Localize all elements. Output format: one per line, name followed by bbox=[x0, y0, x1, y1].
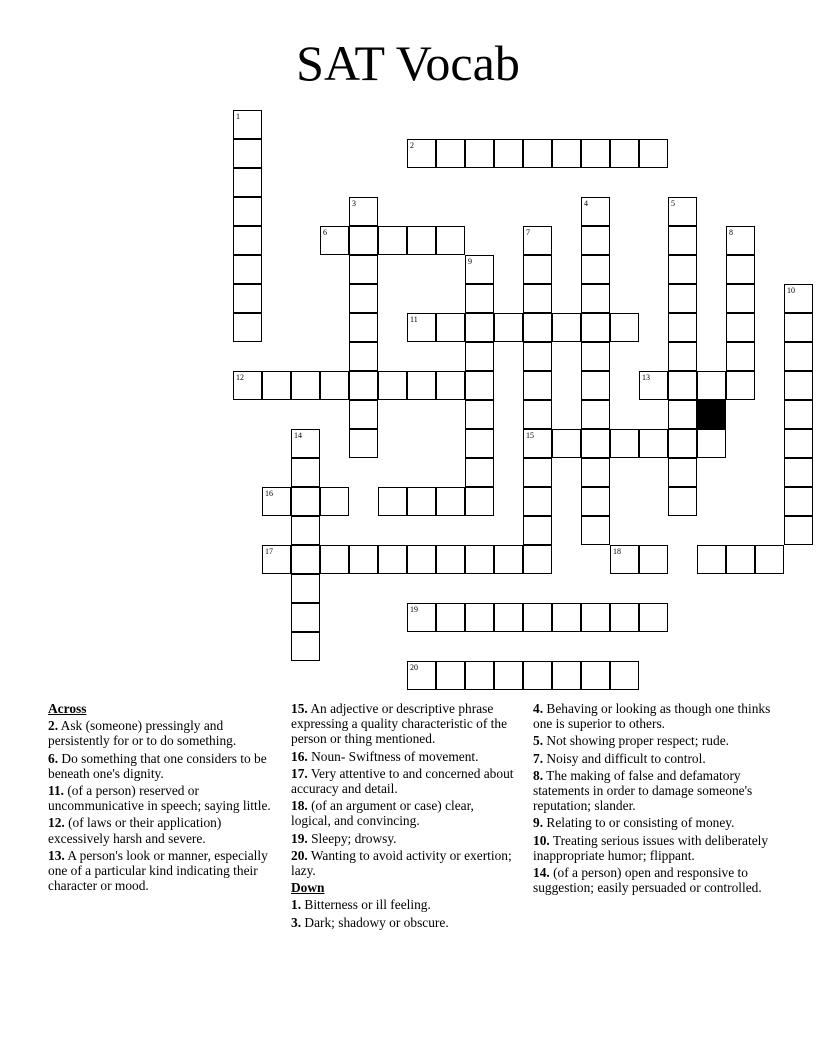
grid-cell[interactable] bbox=[784, 284, 813, 313]
clue-number: 14. bbox=[533, 865, 550, 881]
grid-cell[interactable] bbox=[610, 139, 639, 168]
grid-cell[interactable] bbox=[349, 226, 378, 255]
clue bbox=[291, 798, 516, 828]
cell-number: 8 bbox=[729, 228, 733, 237]
cell-number: 2 bbox=[410, 141, 414, 150]
clue bbox=[291, 831, 516, 846]
clue-text: The making of false and defamatory statements in order to damage someone's reputation; slander. bbox=[533, 767, 753, 814]
grid-cell[interactable] bbox=[465, 661, 494, 690]
grid-cell[interactable] bbox=[639, 429, 668, 458]
clue-number: 20. bbox=[291, 847, 308, 863]
clue bbox=[48, 783, 273, 813]
grid-cell[interactable] bbox=[233, 313, 262, 342]
clue-column-1 bbox=[48, 701, 273, 895]
clue-text: Treating serious issues with deliberately inappropriate humor; flippant. bbox=[533, 832, 769, 863]
clue-text: Dark; shadowy or obscure. bbox=[301, 914, 449, 930]
grid-cell[interactable] bbox=[436, 226, 465, 255]
cell-number: 17 bbox=[265, 547, 273, 556]
grid-cell[interactable] bbox=[581, 284, 610, 313]
grid-cell[interactable] bbox=[436, 139, 465, 168]
grid-cell[interactable] bbox=[581, 371, 610, 400]
grid-cell[interactable] bbox=[784, 342, 813, 371]
clue-text: Not showing proper respect; rude. bbox=[543, 733, 729, 749]
clue-number: 3. bbox=[291, 914, 302, 930]
clue-number: 6. bbox=[48, 750, 59, 766]
cell-number: 3 bbox=[352, 199, 356, 208]
grid-cell[interactable] bbox=[407, 226, 436, 255]
grid-cell[interactable] bbox=[581, 458, 610, 487]
grid-cell[interactable] bbox=[523, 255, 552, 284]
grid-cell[interactable] bbox=[523, 342, 552, 371]
grid-cell[interactable] bbox=[436, 371, 465, 400]
grid-cell[interactable] bbox=[291, 487, 320, 516]
grid-cell[interactable] bbox=[465, 487, 494, 516]
clue-text: Do something that one considers to be beneath one's dignity. bbox=[48, 750, 267, 781]
grid-block bbox=[697, 400, 726, 429]
clue-number: 1. bbox=[291, 897, 302, 913]
grid-cell[interactable] bbox=[494, 661, 523, 690]
clue-column-2 bbox=[291, 701, 516, 932]
grid-cell[interactable] bbox=[349, 313, 378, 342]
cell-number: 10 bbox=[787, 286, 795, 295]
clue bbox=[291, 701, 516, 747]
grid-cell[interactable] bbox=[784, 458, 813, 487]
cell-number: 15 bbox=[526, 431, 534, 440]
grid-cell[interactable] bbox=[581, 226, 610, 255]
clue bbox=[291, 897, 516, 912]
across-clue-list-continued bbox=[291, 701, 516, 878]
cell-number: 9 bbox=[468, 257, 472, 266]
clue-number: 12. bbox=[48, 815, 65, 831]
grid-cell[interactable] bbox=[639, 139, 668, 168]
grid-cell[interactable] bbox=[668, 313, 697, 342]
clue bbox=[291, 766, 516, 796]
grid-cell[interactable] bbox=[755, 545, 784, 574]
grid-cell[interactable] bbox=[349, 371, 378, 400]
clue-number: 7. bbox=[533, 750, 544, 766]
grid-cell[interactable] bbox=[523, 371, 552, 400]
grid-cell[interactable] bbox=[668, 400, 697, 429]
grid-cell[interactable] bbox=[610, 429, 639, 458]
grid-cell[interactable] bbox=[726, 371, 755, 400]
grid-cell[interactable] bbox=[581, 342, 610, 371]
grid-cell[interactable] bbox=[668, 226, 697, 255]
clue bbox=[48, 751, 273, 781]
grid-cell[interactable] bbox=[407, 139, 436, 168]
clue-text: A person's look or manner, especially one of a particular kind indicating their character or mood. bbox=[48, 847, 268, 894]
clue-number: 11. bbox=[48, 783, 64, 799]
grid-cell[interactable] bbox=[668, 342, 697, 371]
clue bbox=[533, 768, 773, 814]
grid-cell[interactable] bbox=[465, 342, 494, 371]
grid-cell[interactable] bbox=[784, 429, 813, 458]
grid-cell[interactable] bbox=[407, 371, 436, 400]
grid-cell[interactable] bbox=[784, 400, 813, 429]
clue-number: 17. bbox=[291, 765, 308, 781]
grid-cell[interactable] bbox=[581, 429, 610, 458]
clue bbox=[291, 749, 516, 764]
grid-cell[interactable] bbox=[581, 603, 610, 632]
cell-number: 4 bbox=[584, 199, 588, 208]
grid-cell[interactable] bbox=[523, 226, 552, 255]
clue-number: 18. bbox=[291, 798, 308, 814]
clue bbox=[533, 733, 773, 748]
cell-number: 19 bbox=[410, 605, 418, 614]
grid-cell[interactable] bbox=[668, 255, 697, 284]
grid-cell[interactable] bbox=[465, 603, 494, 632]
clue-number: 8. bbox=[533, 767, 544, 783]
grid-cell[interactable] bbox=[668, 284, 697, 313]
grid-cell[interactable] bbox=[407, 313, 436, 342]
grid-cell[interactable] bbox=[233, 197, 262, 226]
grid-cell[interactable] bbox=[465, 458, 494, 487]
grid-cell[interactable] bbox=[668, 429, 697, 458]
clue bbox=[533, 751, 773, 766]
grid-cell[interactable] bbox=[726, 284, 755, 313]
grid-cell[interactable] bbox=[581, 313, 610, 342]
clue-number: 10. bbox=[533, 832, 550, 848]
grid-cell[interactable] bbox=[581, 516, 610, 545]
clue-number: 15. bbox=[291, 701, 308, 716]
cell-number: 11 bbox=[410, 315, 418, 324]
grid-cell[interactable] bbox=[552, 139, 581, 168]
grid-cell[interactable] bbox=[697, 371, 726, 400]
grid-cell[interactable] bbox=[610, 661, 639, 690]
grid-cell[interactable] bbox=[523, 429, 552, 458]
grid-cell[interactable] bbox=[581, 661, 610, 690]
clue-number: 4. bbox=[533, 701, 544, 716]
clue-number: 19. bbox=[291, 830, 308, 846]
grid-cell[interactable] bbox=[233, 139, 262, 168]
clue-number: 9. bbox=[533, 815, 544, 831]
grid-cell[interactable] bbox=[726, 313, 755, 342]
grid-cell[interactable] bbox=[610, 545, 639, 574]
grid-cell[interactable] bbox=[639, 603, 668, 632]
grid-cell[interactable] bbox=[581, 400, 610, 429]
grid-cell[interactable] bbox=[233, 168, 262, 197]
grid-cell[interactable] bbox=[523, 487, 552, 516]
grid-cell[interactable] bbox=[552, 603, 581, 632]
grid-cell[interactable] bbox=[465, 371, 494, 400]
grid-cell[interactable] bbox=[320, 545, 349, 574]
grid-cell[interactable] bbox=[407, 661, 436, 690]
grid-cell[interactable] bbox=[552, 313, 581, 342]
grid-cell[interactable] bbox=[262, 487, 291, 516]
grid-cell[interactable] bbox=[523, 516, 552, 545]
cell-number: 5 bbox=[671, 199, 675, 208]
clue bbox=[48, 718, 273, 748]
cell-number: 6 bbox=[323, 228, 327, 237]
grid-cell[interactable] bbox=[494, 139, 523, 168]
grid-cell[interactable] bbox=[726, 342, 755, 371]
grid-cell[interactable] bbox=[349, 545, 378, 574]
grid-cell[interactable] bbox=[349, 429, 378, 458]
grid-cell[interactable] bbox=[349, 284, 378, 313]
grid-cell[interactable] bbox=[465, 284, 494, 313]
page-title: SAT Vocab bbox=[296, 35, 520, 91]
clue-text: Noisy and difficult to control. bbox=[543, 750, 706, 766]
clue-text: Sleepy; drowsy. bbox=[307, 830, 397, 846]
grid-cell[interactable] bbox=[378, 371, 407, 400]
grid-cell[interactable] bbox=[697, 545, 726, 574]
grid-cell[interactable] bbox=[639, 371, 668, 400]
grid-cell[interactable] bbox=[436, 313, 465, 342]
grid-cell[interactable] bbox=[291, 545, 320, 574]
clue-text: (of laws or their application) excessively harsh and severe. bbox=[48, 815, 222, 846]
clue-text: (of an argument or case) clear, logical, and convincing. bbox=[291, 798, 474, 829]
grid-cell[interactable] bbox=[378, 226, 407, 255]
grid-cell[interactable] bbox=[233, 110, 262, 139]
grid-cell[interactable] bbox=[523, 661, 552, 690]
clue bbox=[291, 848, 516, 878]
cell-number: 7 bbox=[526, 228, 530, 237]
grid-cell[interactable] bbox=[465, 255, 494, 284]
grid-cell[interactable] bbox=[668, 197, 697, 226]
grid-cell[interactable] bbox=[233, 371, 262, 400]
clue bbox=[291, 915, 516, 930]
grid-cell[interactable] bbox=[494, 603, 523, 632]
down-clue-list-continued bbox=[533, 701, 773, 895]
grid-cell[interactable] bbox=[465, 429, 494, 458]
down-clue-list bbox=[291, 897, 516, 929]
cell-number: 14 bbox=[294, 431, 302, 440]
grid-cell[interactable] bbox=[349, 255, 378, 284]
grid-cell[interactable] bbox=[639, 545, 668, 574]
grid-cell[interactable] bbox=[436, 487, 465, 516]
across-heading: Across bbox=[48, 701, 87, 716]
cell-number: 1 bbox=[236, 112, 240, 121]
clue-number: 5. bbox=[533, 733, 544, 749]
grid-cell[interactable] bbox=[291, 603, 320, 632]
grid-cell[interactable] bbox=[436, 545, 465, 574]
clue bbox=[533, 865, 773, 895]
grid-cell[interactable] bbox=[494, 545, 523, 574]
grid-cell[interactable] bbox=[465, 139, 494, 168]
grid-cell[interactable] bbox=[523, 284, 552, 313]
grid-cell[interactable] bbox=[523, 545, 552, 574]
grid-cell[interactable] bbox=[581, 487, 610, 516]
grid-cell[interactable] bbox=[668, 371, 697, 400]
grid-cell[interactable] bbox=[784, 371, 813, 400]
clue-text: An adjective or descriptive phrase expressing a quality characteristic of the person or thing mentioned. bbox=[291, 701, 508, 747]
grid-cell[interactable] bbox=[349, 342, 378, 371]
clue-text: Bitterness or ill feeling. bbox=[301, 897, 431, 913]
grid-cell[interactable] bbox=[378, 545, 407, 574]
grid-cell[interactable] bbox=[291, 516, 320, 545]
grid-cell[interactable] bbox=[378, 487, 407, 516]
grid-cell[interactable] bbox=[233, 226, 262, 255]
across-clue-list bbox=[48, 718, 273, 893]
grid-cell[interactable] bbox=[581, 255, 610, 284]
grid-cell[interactable] bbox=[726, 255, 755, 284]
grid-cell[interactable] bbox=[407, 603, 436, 632]
grid-cell[interactable] bbox=[494, 313, 523, 342]
clue-number: 2. bbox=[48, 718, 59, 734]
grid-cell[interactable] bbox=[523, 139, 552, 168]
grid-cell[interactable] bbox=[523, 313, 552, 342]
grid-cell[interactable] bbox=[436, 661, 465, 690]
grid-cell[interactable] bbox=[465, 313, 494, 342]
grid-cell[interactable] bbox=[610, 313, 639, 342]
grid-cell[interactable] bbox=[349, 197, 378, 226]
grid-cell[interactable] bbox=[726, 226, 755, 255]
down-heading: Down bbox=[291, 880, 325, 896]
cell-number: 20 bbox=[410, 663, 418, 672]
cell-number: 13 bbox=[642, 373, 650, 382]
grid-cell[interactable] bbox=[262, 371, 291, 400]
clue bbox=[48, 815, 273, 845]
clue-text: Noun- Swiftness of movement. bbox=[307, 748, 479, 764]
grid-cell[interactable] bbox=[262, 545, 291, 574]
clue bbox=[533, 833, 773, 863]
grid-cell[interactable] bbox=[465, 545, 494, 574]
clue-text: Ask (someone) pressingly and persistently for or to do something. bbox=[48, 718, 237, 749]
grid-cell[interactable] bbox=[784, 487, 813, 516]
grid-cell[interactable] bbox=[668, 458, 697, 487]
grid-cell[interactable] bbox=[465, 400, 494, 429]
clue-text: (of a person) open and responsive to suggestion; easily persuaded or controlled. bbox=[533, 865, 762, 896]
clue-text: Very attentive to and concerned about accuracy and detail. bbox=[291, 765, 514, 797]
grid-cell[interactable] bbox=[320, 226, 349, 255]
clue-number: 16. bbox=[291, 748, 308, 764]
grid-cell[interactable] bbox=[784, 516, 813, 545]
grid-cell[interactable] bbox=[291, 429, 320, 458]
cell-number: 18 bbox=[613, 547, 621, 556]
grid-cell[interactable] bbox=[233, 284, 262, 313]
grid-cell[interactable] bbox=[610, 603, 639, 632]
clue-text: (of a person) reserved or uncommunicative in speech; saying little. bbox=[48, 783, 271, 814]
grid-cell[interactable] bbox=[668, 487, 697, 516]
grid-cell[interactable] bbox=[697, 429, 726, 458]
grid-cell[interactable] bbox=[784, 313, 813, 342]
clue bbox=[533, 701, 773, 731]
grid-cell[interactable] bbox=[523, 400, 552, 429]
grid-cell[interactable] bbox=[581, 139, 610, 168]
grid-cell[interactable] bbox=[552, 661, 581, 690]
clue-column-3 bbox=[533, 701, 773, 897]
clue bbox=[48, 848, 273, 894]
grid-cell[interactable] bbox=[436, 603, 465, 632]
grid-cell[interactable] bbox=[291, 371, 320, 400]
grid-cell[interactable] bbox=[407, 545, 436, 574]
grid-cell[interactable] bbox=[523, 458, 552, 487]
grid-cell[interactable] bbox=[523, 603, 552, 632]
grid-cell[interactable] bbox=[581, 197, 610, 226]
grid-cell[interactable] bbox=[552, 429, 581, 458]
grid-cell[interactable] bbox=[726, 545, 755, 574]
clue-text: Wanting to avoid activity or exertion; lazy. bbox=[291, 847, 512, 879]
cell-number: 16 bbox=[265, 489, 273, 498]
clue-text: Behaving or looking as though one thinks one is superior to others. bbox=[533, 701, 771, 732]
clue-number: 13. bbox=[48, 847, 65, 863]
grid-cell[interactable] bbox=[320, 487, 349, 516]
clue bbox=[533, 815, 773, 830]
grid-cell[interactable] bbox=[291, 574, 320, 603]
grid-cell[interactable] bbox=[407, 487, 436, 516]
clue-text: Relating to or consisting of money. bbox=[543, 815, 735, 831]
grid-cell[interactable] bbox=[320, 371, 349, 400]
grid-cell[interactable] bbox=[291, 458, 320, 487]
cell-number: 12 bbox=[236, 373, 244, 382]
grid-cell[interactable] bbox=[349, 400, 378, 429]
grid-cell[interactable] bbox=[291, 632, 320, 661]
grid-cell[interactable] bbox=[233, 255, 262, 284]
